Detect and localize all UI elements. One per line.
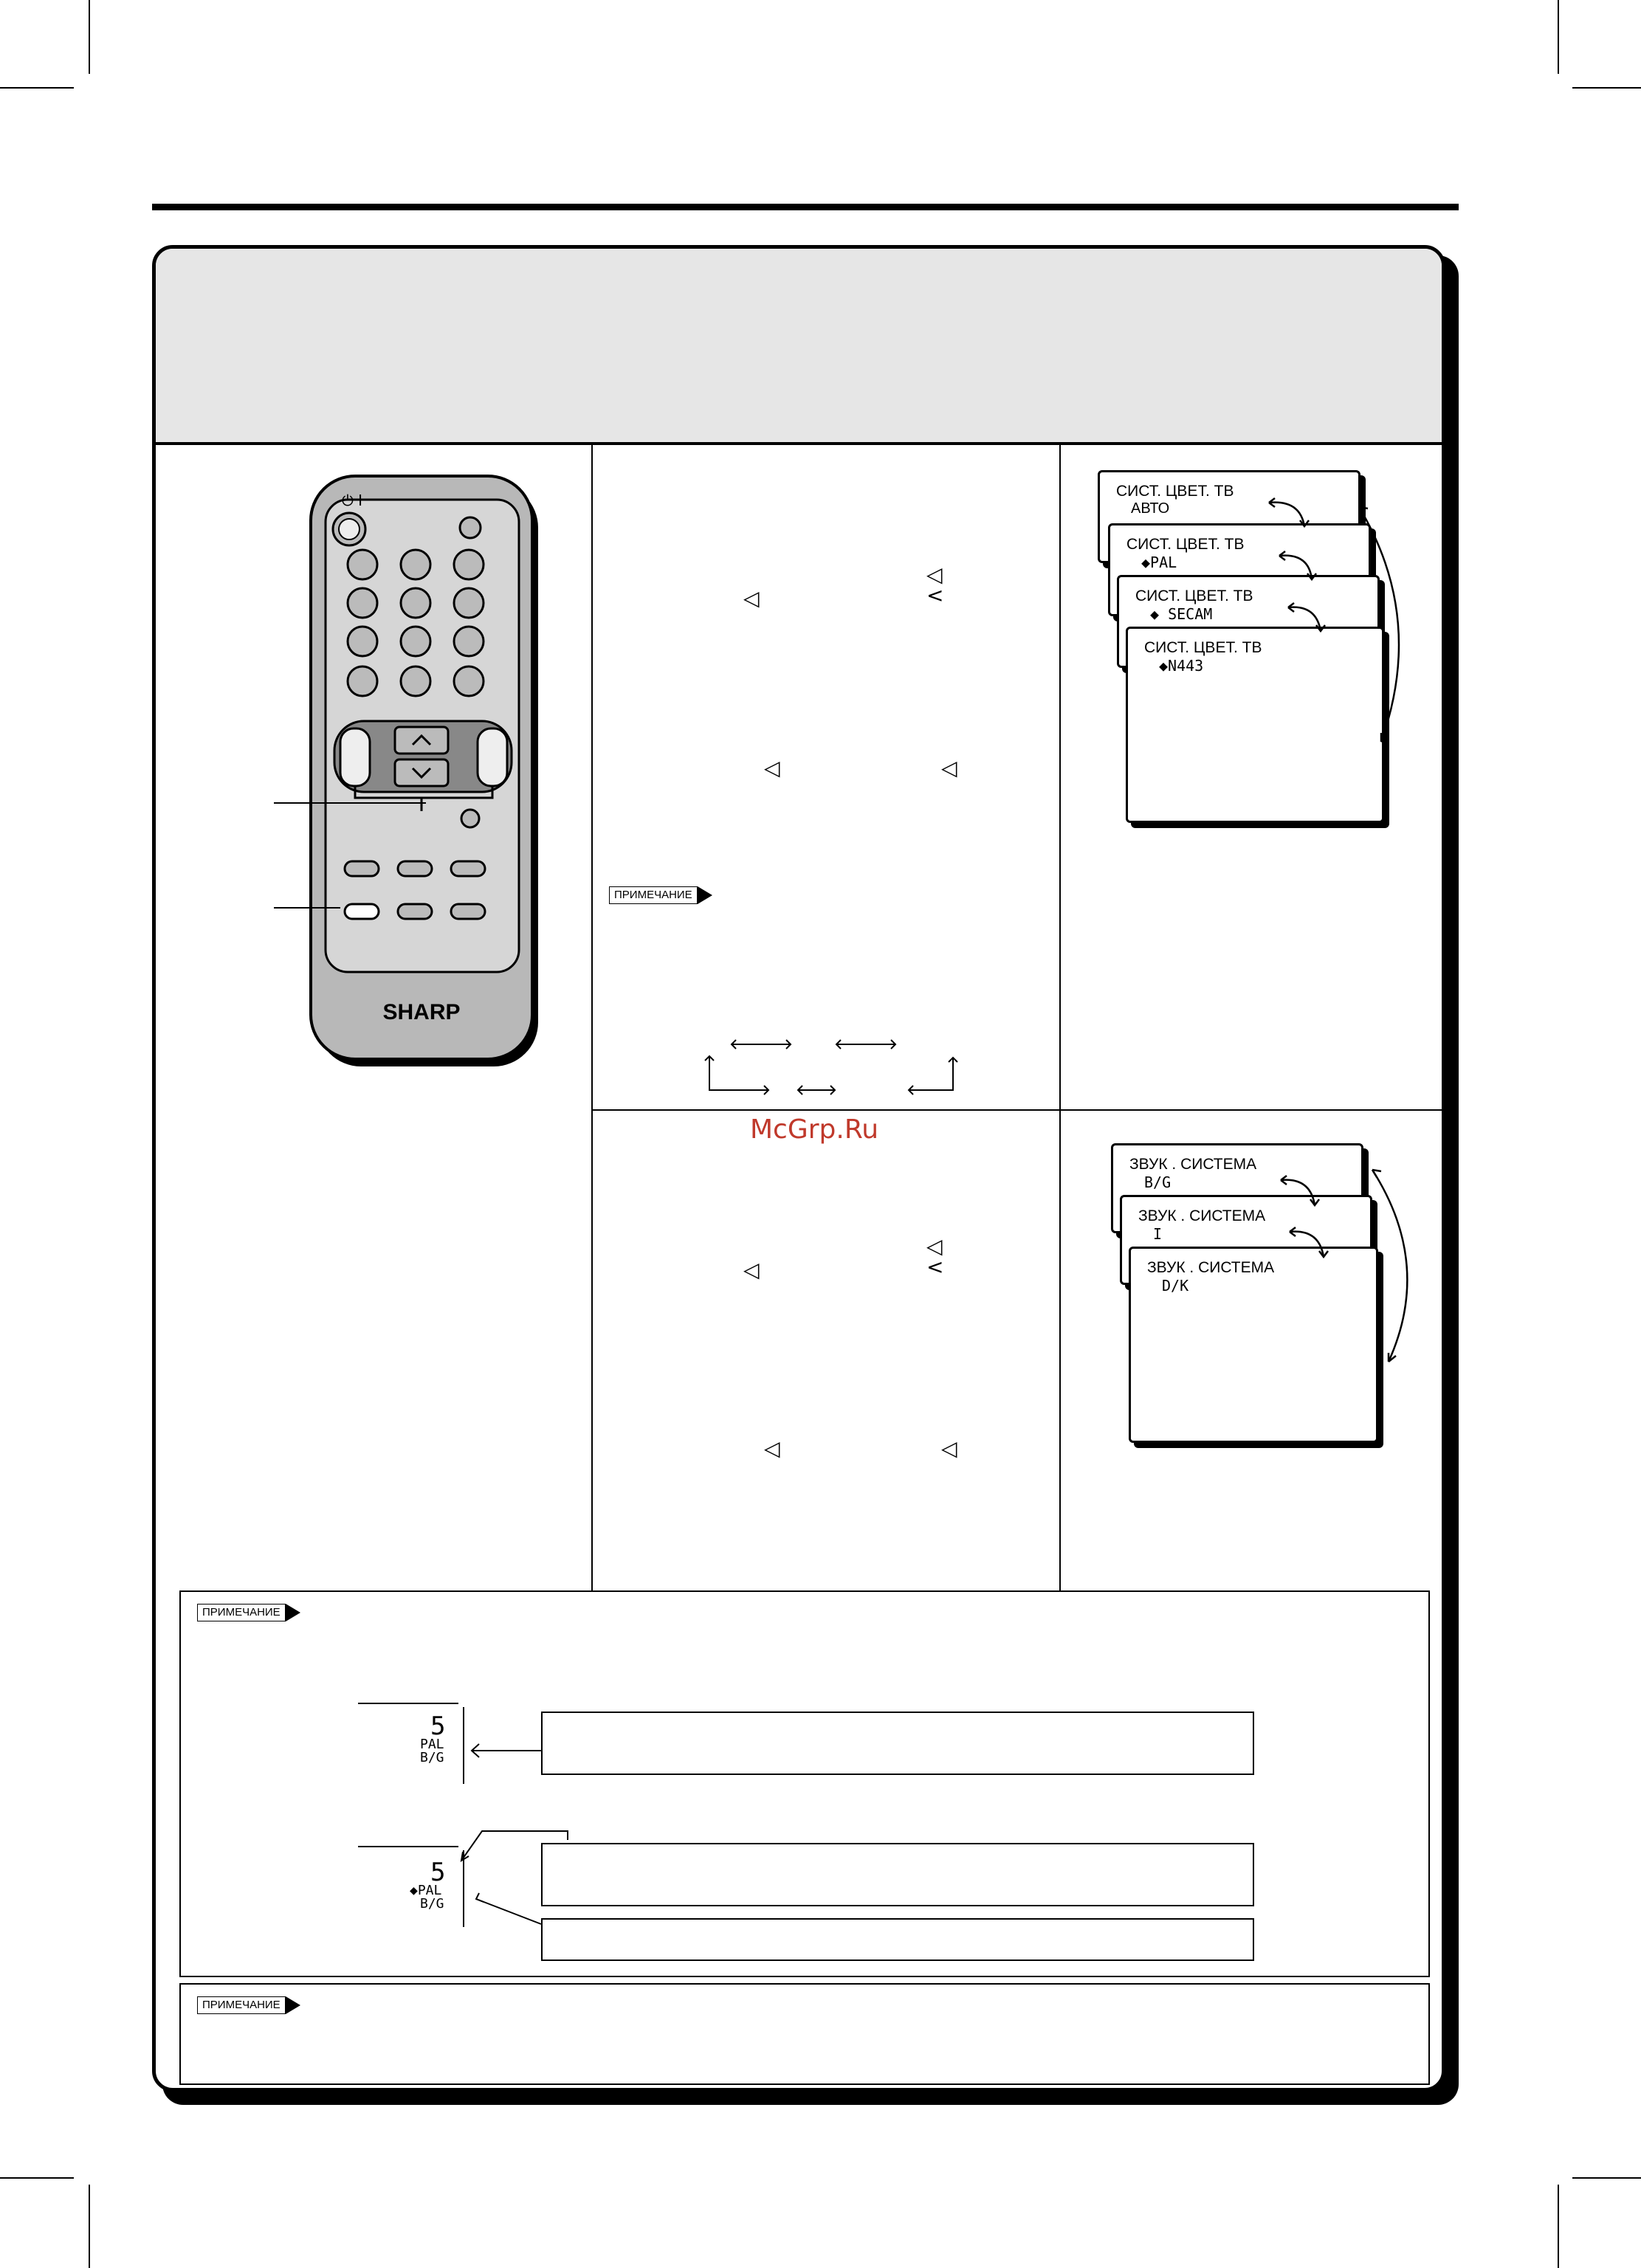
osd-color-system: PAL [420, 1737, 444, 1752]
osd-value: D/K [1162, 1277, 1189, 1295]
svg-text:SHARP: SHARP [382, 1000, 461, 1024]
osd-value: ◆PAL [1141, 554, 1177, 571]
osd-title: СИСТ. ЦВЕТ. ТВ [1116, 483, 1234, 500]
note-tag-label: ПРИМЕЧАНИЕ [197, 1996, 286, 2014]
note-text-box [541, 1918, 1254, 1961]
crop-mark [1558, 2185, 1559, 2268]
volume-up-symbol: ◁ [764, 1436, 780, 1461]
remote-control-illustration [303, 470, 569, 1075]
cycle-arrows [1278, 1154, 1425, 1390]
cycle-diagram [687, 1031, 997, 1105]
crop-mark [0, 87, 74, 89]
crop-mark [1572, 87, 1641, 89]
osd-value: АВТО [1131, 500, 1170, 517]
crop-mark [89, 0, 90, 74]
crop-mark [1572, 2177, 1641, 2179]
osd-channel-number: 5 [430, 1712, 446, 1741]
row-divider [591, 1109, 1445, 1111]
osd-channel-number: 5 [430, 1858, 446, 1887]
svg-text:⏻ I: ⏻ I [342, 492, 363, 509]
osd-title: СИСТ. ЦВЕТ. ТВ [1126, 536, 1245, 553]
note-tag-label: ПРИМЕЧАНИЕ [197, 1604, 286, 1621]
osd-sound-system: B/G [420, 1896, 444, 1912]
volume-down-symbol: ◁ [941, 1436, 957, 1461]
section-header [156, 249, 1442, 445]
note-text-box [541, 1843, 1254, 1906]
osd-color-system: ◆PAL [410, 1883, 442, 1898]
volume-down-symbol: ◁ [743, 586, 760, 610]
osd-title: ЗВУК . СИСТЕМА [1129, 1156, 1257, 1173]
osd-edge [358, 1703, 458, 1704]
note-text-box [541, 1712, 1254, 1775]
osd-value: I [1153, 1225, 1163, 1243]
crop-mark [89, 2185, 90, 2268]
top-rule [152, 204, 1459, 210]
osd-sound-system: B/G [420, 1750, 444, 1765]
osd-edge [463, 1707, 464, 1784]
osd-value: B/G [1144, 1173, 1172, 1191]
osd-title: ЗВУК . СИСТЕМА [1138, 1207, 1266, 1224]
volume-down-symbol: ◁ [941, 756, 957, 780]
page-frame [152, 245, 1445, 2092]
pointer-arrow [466, 1740, 547, 1762]
cycle-arrows [1263, 485, 1425, 765]
volume-down-symbol: ◁ [743, 1258, 760, 1282]
watermark: McGrp.Ru [750, 1114, 879, 1145]
osd-value: ◆N443 [1159, 657, 1204, 675]
note-tag [197, 1604, 300, 1621]
callout-line [274, 907, 340, 909]
osd-title: ЗВУК . СИСТЕМА [1147, 1259, 1275, 1276]
crop-mark [0, 2177, 74, 2179]
volume-up-symbol: ◁ [764, 756, 780, 780]
note-tag [197, 1996, 300, 2014]
note-tag [609, 886, 712, 904]
note-tag-label: ПРИМЕЧАНИЕ [609, 886, 698, 904]
volume-up-symbol: ◁ < [926, 1234, 944, 1279]
osd-title: СИСТ. ЦВЕТ. ТВ [1135, 587, 1253, 604]
callout-line [274, 802, 426, 804]
crop-mark [1558, 0, 1559, 74]
osd-edge [358, 1846, 458, 1847]
osd-value: ◆ SECAM [1150, 605, 1213, 623]
volume-up-symbol: ◁ < [926, 562, 944, 607]
note-box [179, 1983, 1430, 2085]
osd-title: СИСТ. ЦВЕТ. ТВ [1144, 639, 1262, 656]
